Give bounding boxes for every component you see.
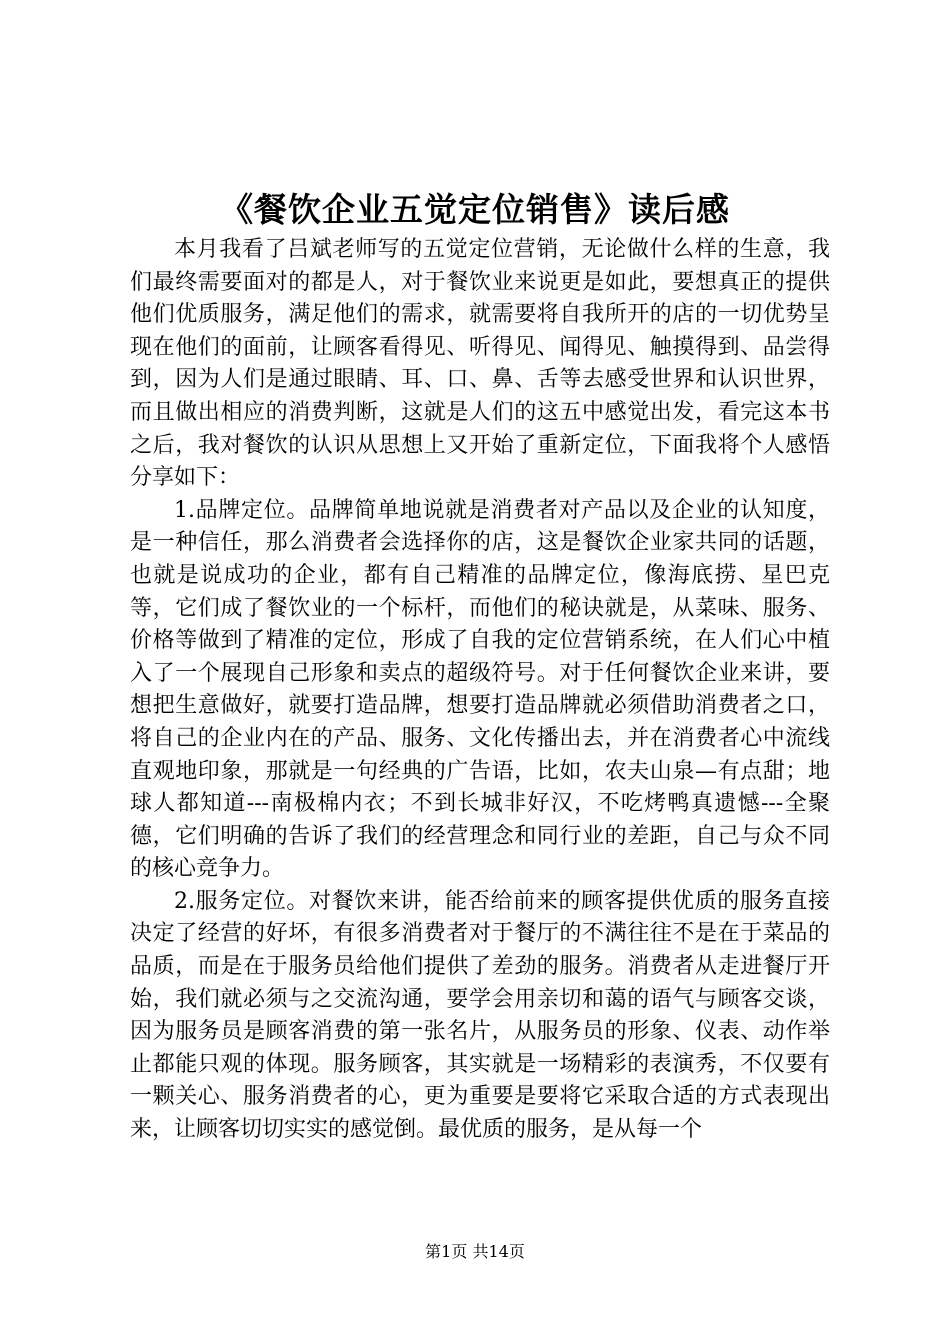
paragraph-brand-positioning: 1.品牌定位。品牌简单地说就是消费者对产品以及企业的认知度，是一种信任，那么消费者会选择你的店，这是餐饮企业家共同的话题，也就是说成功的企业，都有自己精准的品牌定位，像海底捞、星巴克等，它们成了餐饮业的一个标杆，而他们的秘诀就是，从菜味、服务、价格等做到了精准的定位，形成了自我的定位营销系统，在人们心中植入了一个展现自己形象和卖点的超级符号。对于任何餐饮企业来讲，要想把生意做好，就要打造品牌，想要打造品牌就必须借助消费者之口，将自己的企业内在的产品、服务、文化传播出去，并在消费者心中流线直观地印象，那就是一句经典的广告语，比如，农夫山泉—有点甜；地球人都知道---南极棉内衣；不到长城非好汉，不吃烤鸭真遗憾---全聚德，它们明确的告诉了我们的经营理念和同行业的差距，自己与众不同的核心竞争力。 bbox=[130, 497, 830, 882]
document-title: 《餐饮企业五觉定位销售》读后感 bbox=[220, 190, 730, 229]
page-total: 共14页 bbox=[472, 1242, 525, 1261]
document-body bbox=[130, 234, 830, 1147]
page-footer bbox=[0, 1240, 950, 1264]
page-number: 第1页 bbox=[425, 1242, 468, 1261]
paragraph-intro: 本月我看了吕斌老师写的五觉定位营销，无论做什么样的生意，我们最终需要面对的都是人，对于餐饮业来说更是如此，要想真正的提供他们优质服务，满足他们的需求，就需要将自我所开的店的一切优势呈现在他们的面前，让顾客看得见、听得见、闻得见、触摸得到、品尝得到，因为人们是通过眼睛、耳、口、鼻、舌等去感受世界和认识世界，而且做出相应的消费判断，这就是人们的这五中感觉出发，看完这本书之后，我对餐饮的认识从思想上又开始了重新定位，下面我将个人感悟分享如下： bbox=[130, 237, 830, 491]
paragraph-service-positioning: 2.服务定位。对餐饮来讲，能否给前来的顾客提供优质的服务直接决定了经营的好坏，有很多消费者对于餐厅的不满往往不是在于菜品的品质，而是在于服务员给他们提供了差劲的服务。消费者从走进餐厅开始，我们就必须与之交流沟通，要学会用亲切和蔼的语气与顾客交谈，因为服务员是顾客消费的第一张名片，从服务员的形象、仪表、动作举止都能只观的体现。服务顾客，其实就是一场精彩的表演秀，不仅要有一颗关心、服务消费者的心，更为重要是要将它采取合适的方式表现出来，让顾客切切实实的感觉倒。最优质的服务，是从每一个 bbox=[130, 888, 830, 1143]
